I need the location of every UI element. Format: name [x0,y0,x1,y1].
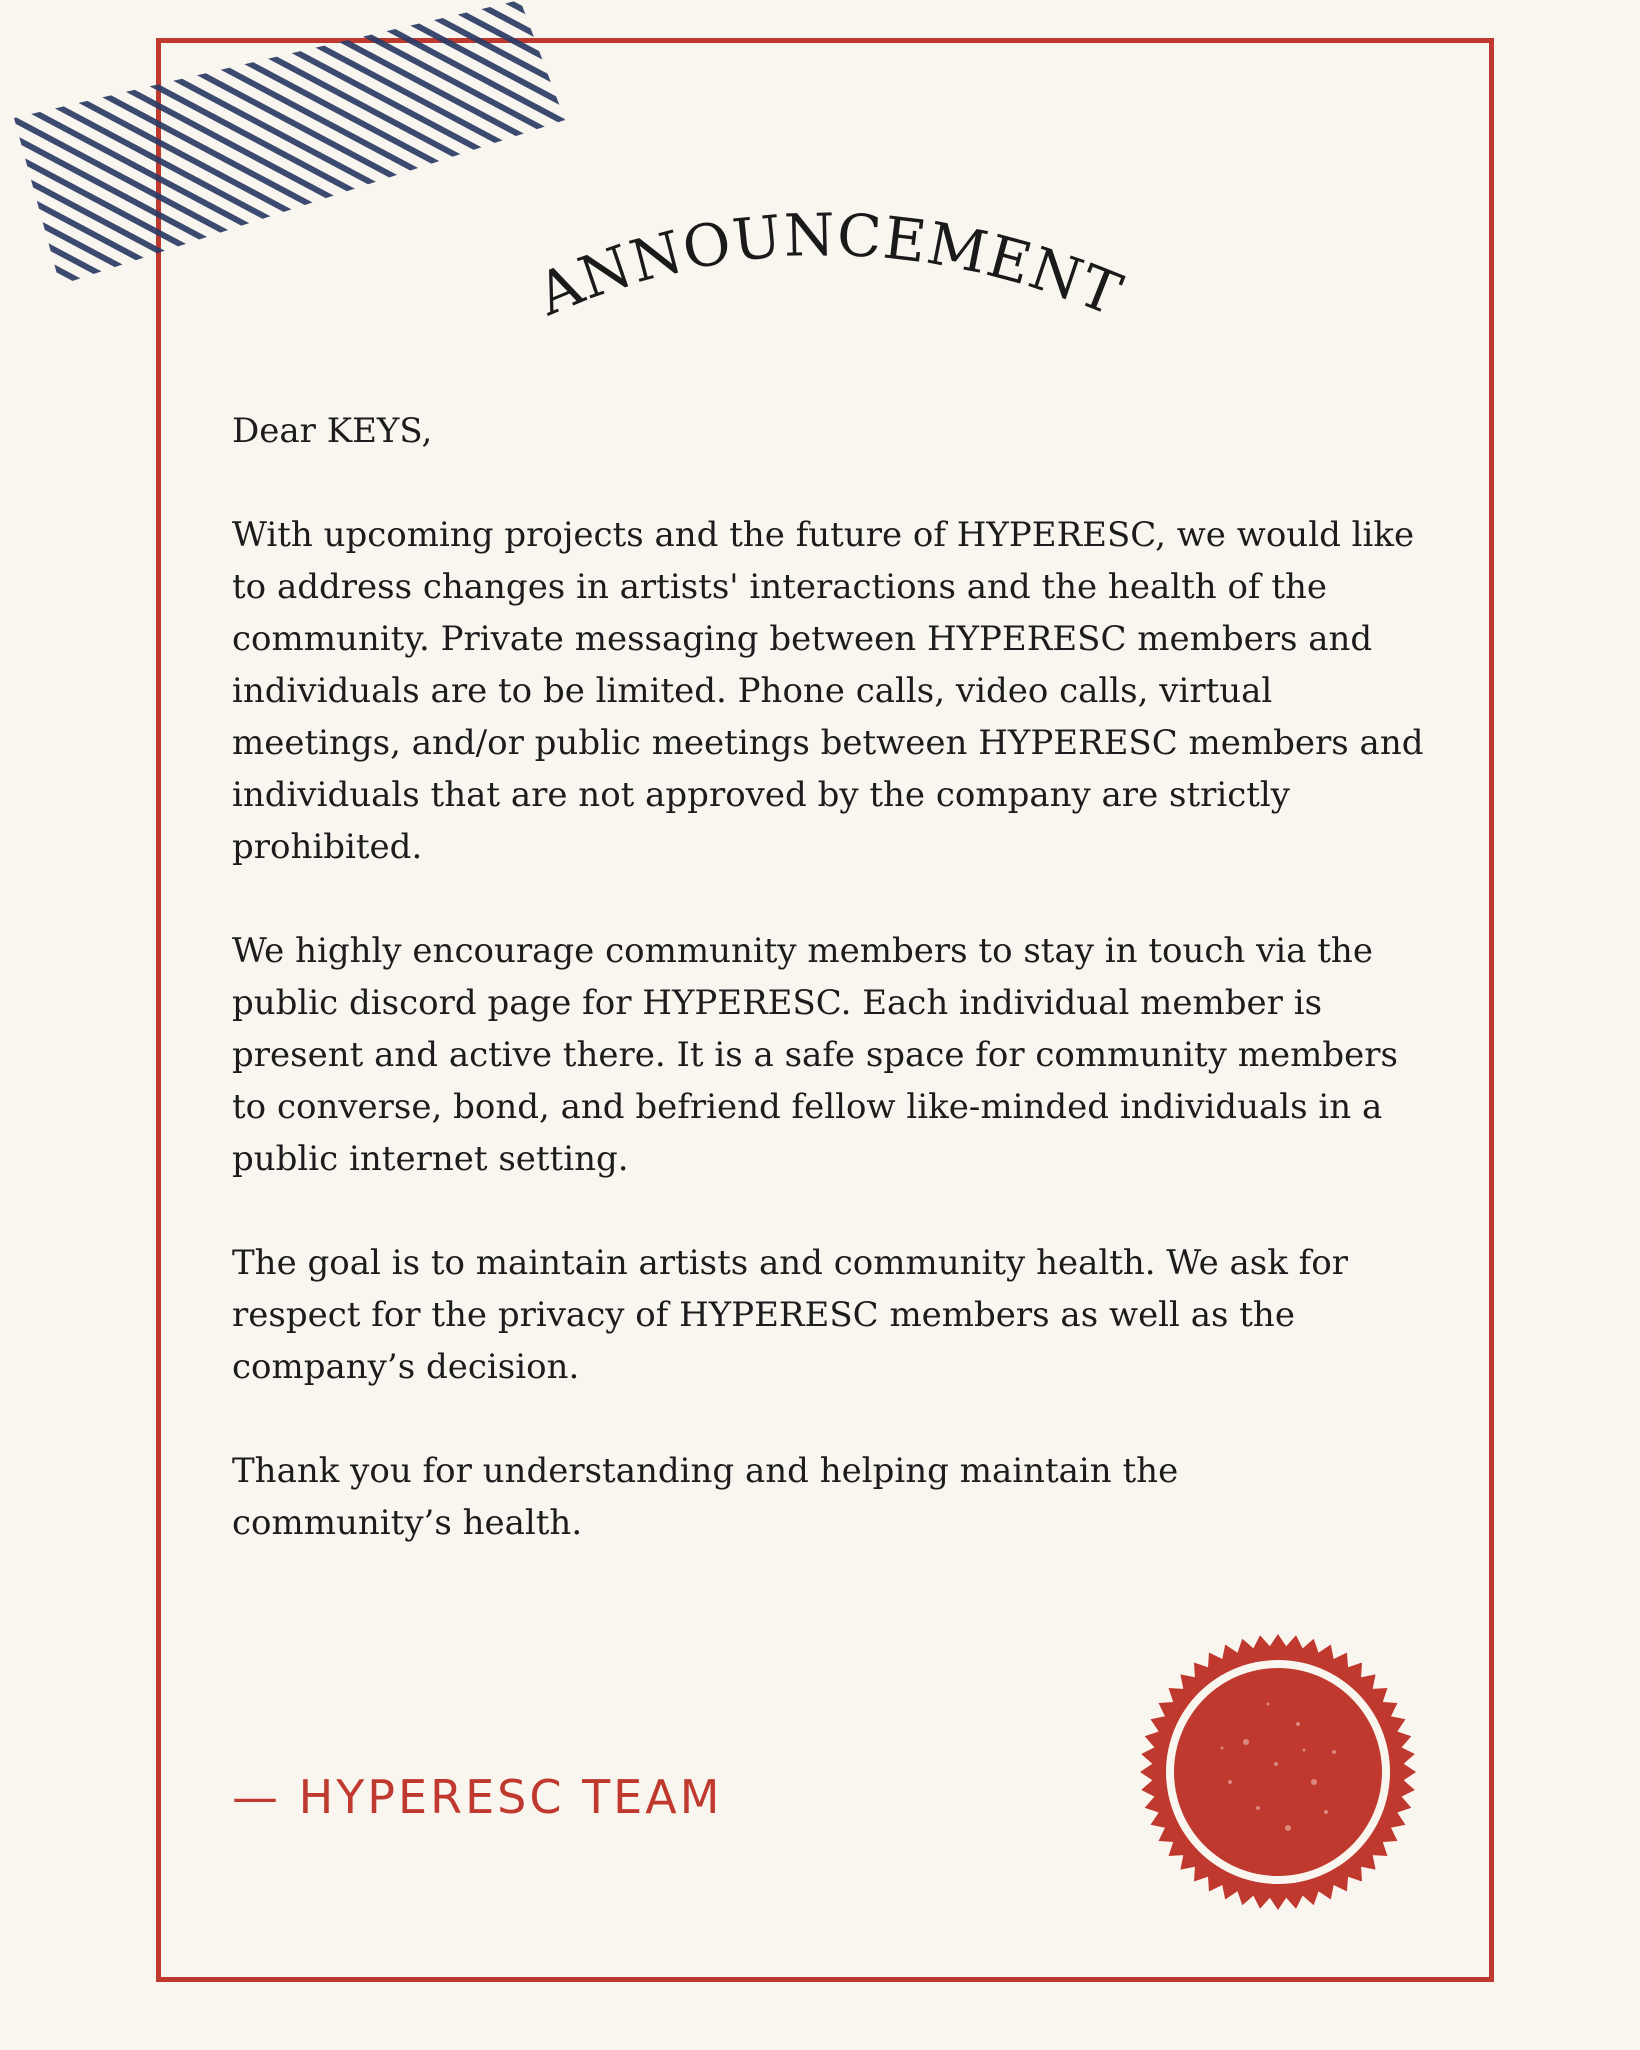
signature: — HYPERESC TEAM [232,1770,723,1824]
svg-text:ANNOUNCEMENT [527,201,1132,330]
wax-seal-icon [1138,1632,1418,1912]
letter-body [232,405,1472,1601]
announcement-title-text: ANNOUNCEMENT [527,200,1132,330]
paragraph-3: The goal is to maintain artists and community health. We ask for respect for the privacy of HYPERESC members as well as the company’s decision. [232,1243,1348,1387]
announcement-title [520,180,1140,330]
paragraph-4: Thank you for understanding and helping maintain the community’s health. [232,1451,1179,1543]
paragraph-2: We highly encourage community members to stay in touch via the public discord page for HYPERESC. Each individual member is present and active there. It is a safe space for community members to converse, bond, and befriend fellow like-minded individuals in a public internet setting. [232,931,1398,1179]
salutation: Dear KEYS, [232,411,433,451]
striped-tape-icon [0,0,580,290]
paragraph-1: With upcoming projects and the future of HYPERESC, we would like to address changes in artists' interactions and the health of the community. Private messaging between HYPERESC members and individuals are to be limited. Phone calls, video calls, virtual meetings, and/or public meetings between HYPERESC members and individuals that are not approved by the company are strictly prohibited. [232,515,1424,867]
